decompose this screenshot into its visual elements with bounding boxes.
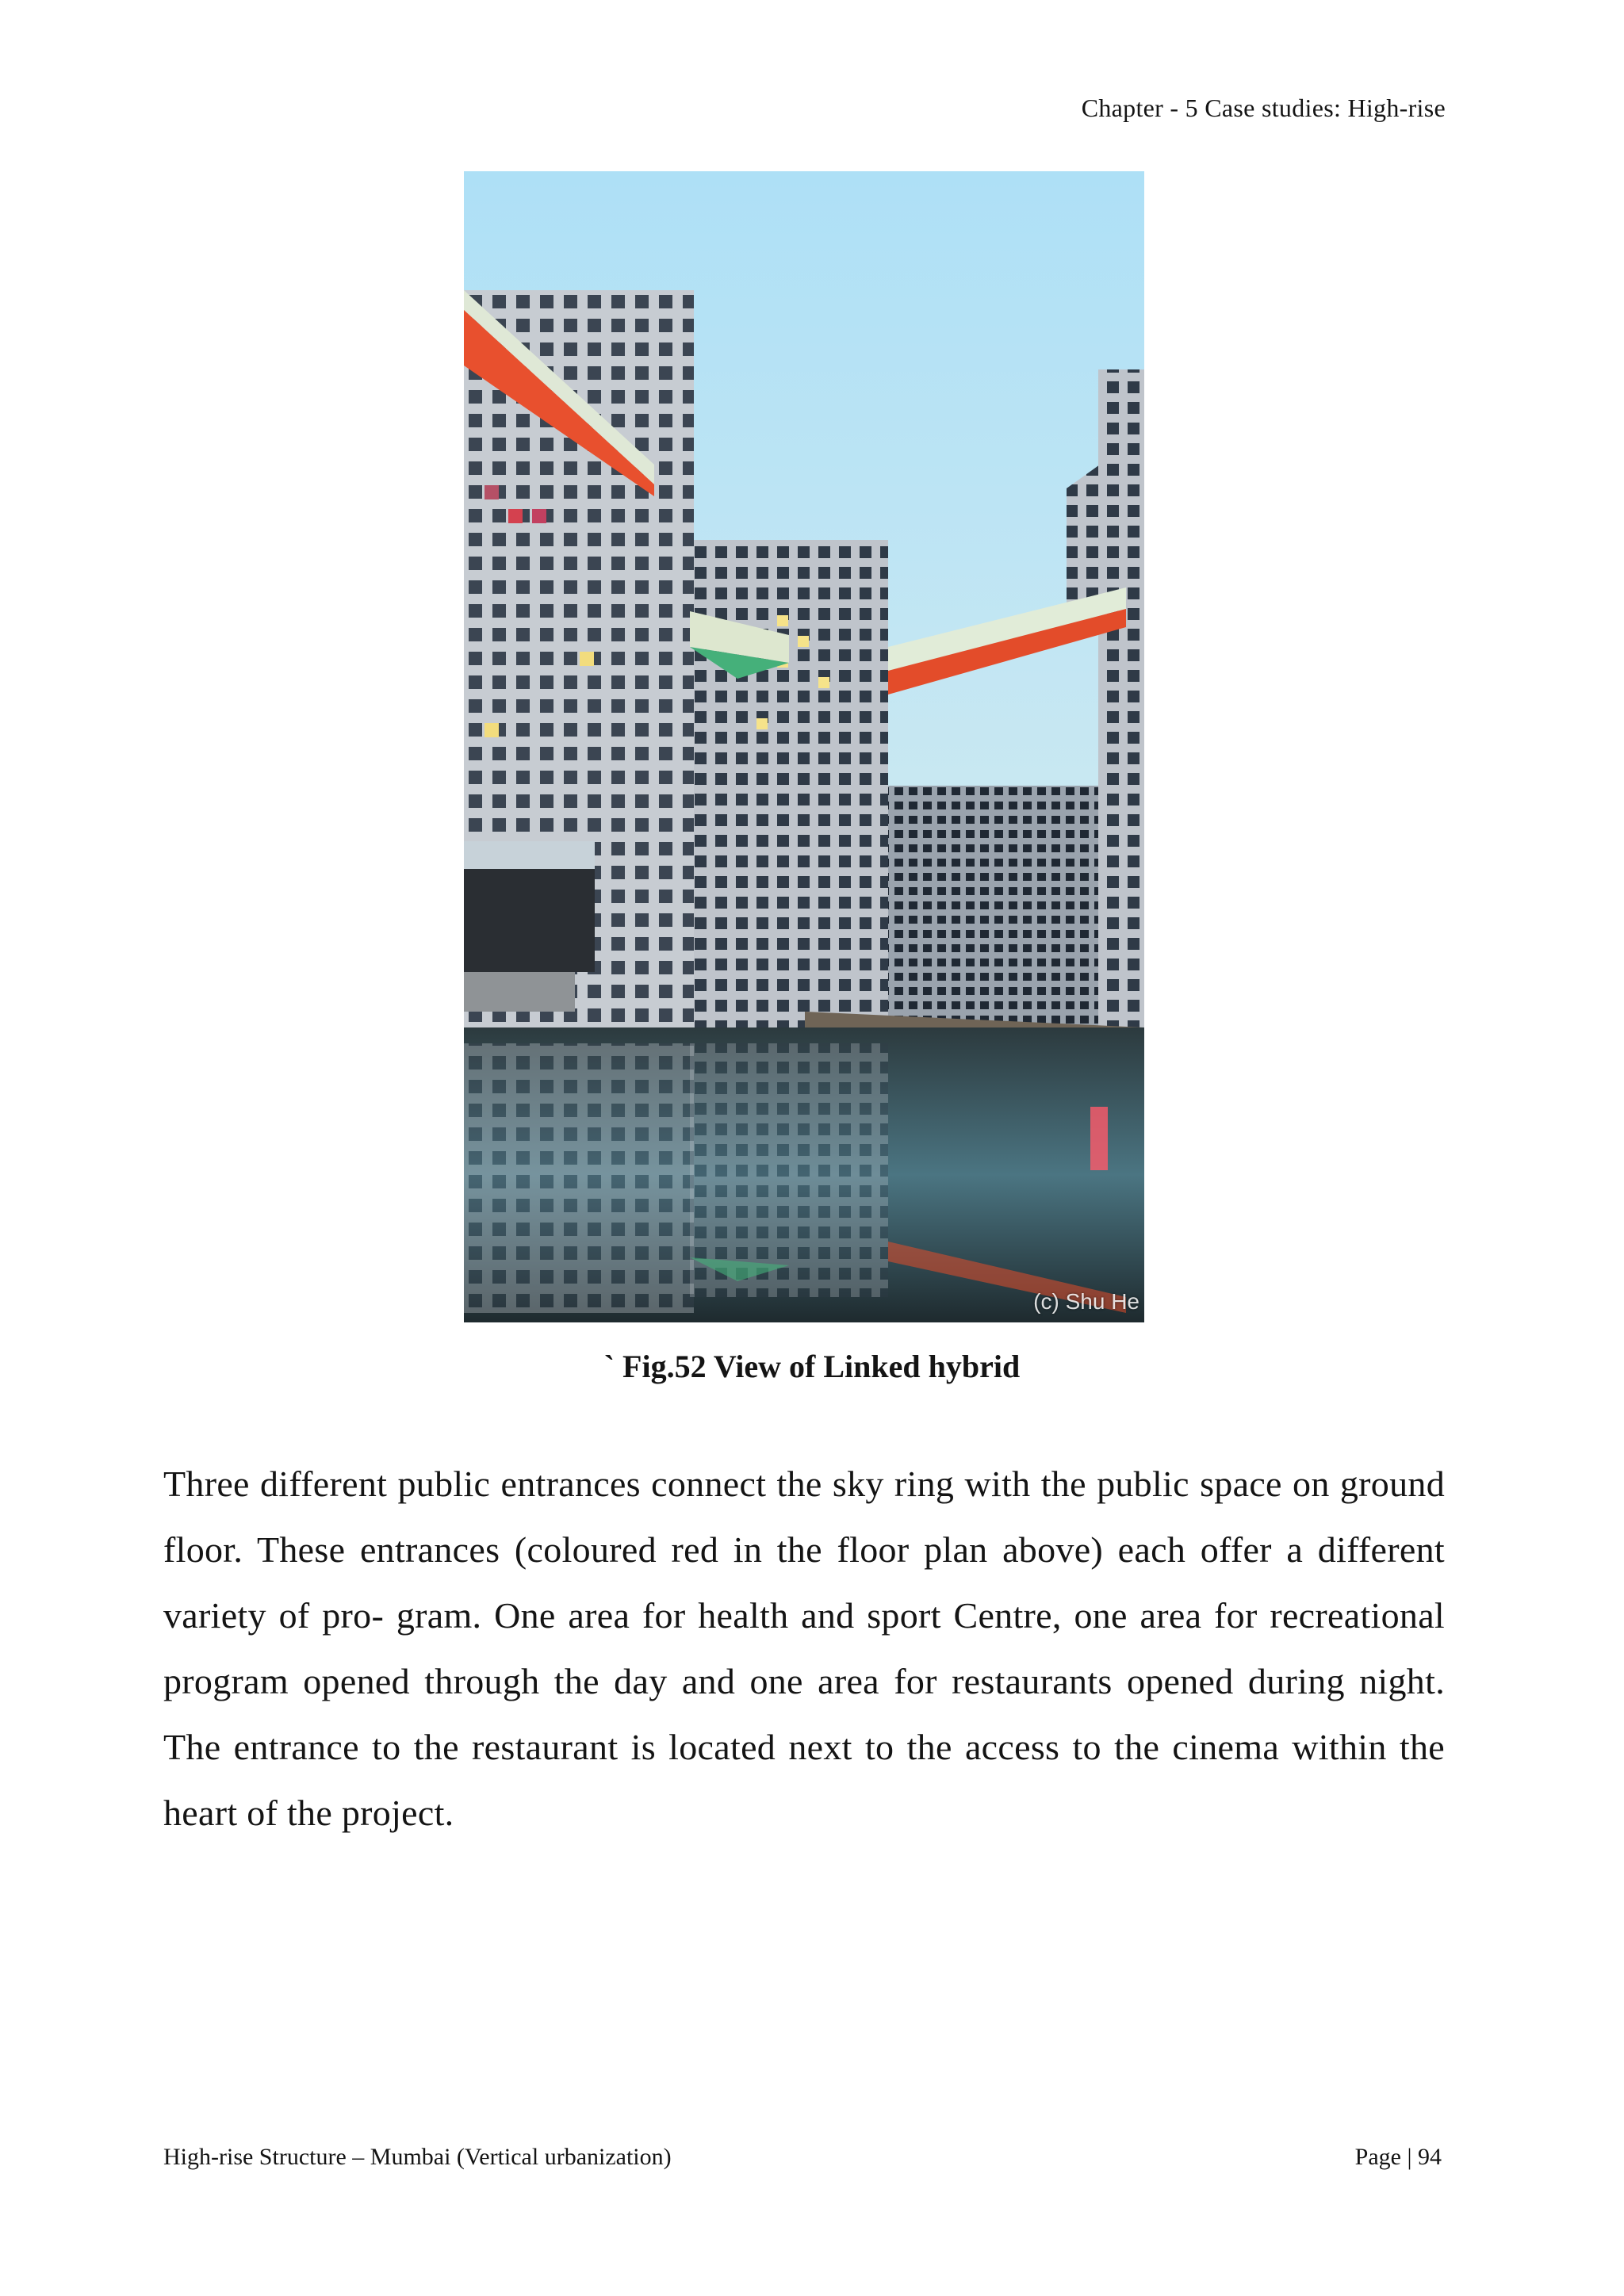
photo-credit: (c) Shu He bbox=[1033, 1289, 1139, 1314]
linked-hybrid-photo bbox=[464, 171, 1144, 1322]
page-header: Chapter - 5 Case studies: High-rise bbox=[1081, 94, 1446, 122]
figure-caption: ` Fig.52 View of Linked hybrid bbox=[603, 1349, 1021, 1384]
page-number: Page | 94 bbox=[1354, 2144, 1442, 2170]
footer-title: High-rise Structure – Mumbai (Vertical urbanization) bbox=[163, 2144, 672, 2170]
body-paragraph: Three different public entrances connect the sky ring with the public space on ground floor. These entrances (coloured red in the floor plan above) each offer a different variety of pro- gram. One area for health and sport Centre, one area for recreational program opened through the day and one area for restaurants opened during night. The entrance to the restaurant is located next to the access to the cinema within the heart of the project. bbox=[163, 1464, 1445, 1833]
